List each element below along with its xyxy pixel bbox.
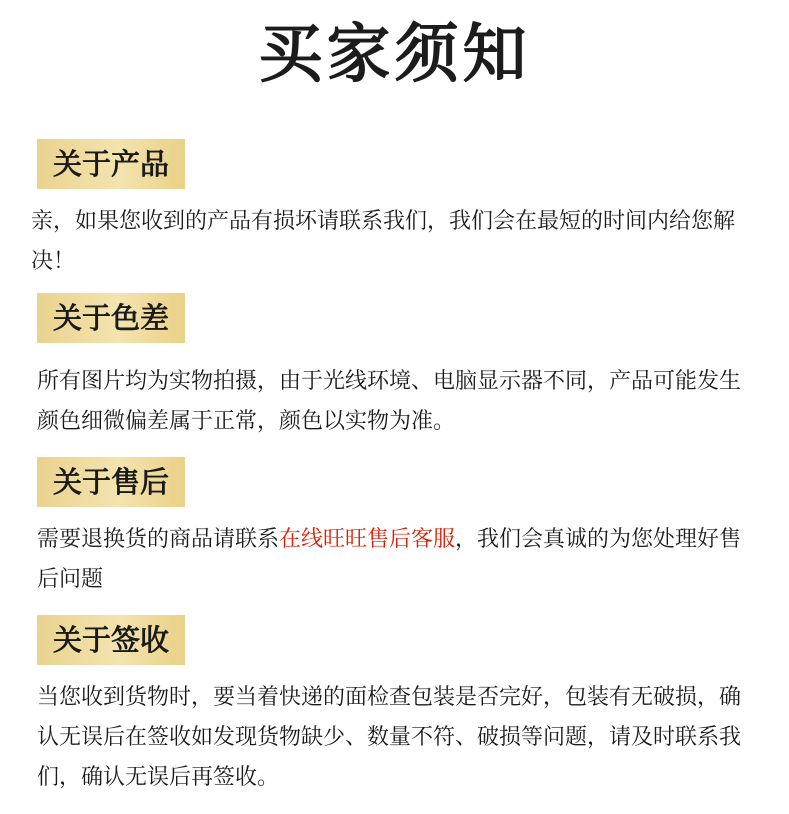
online-customer-service-link: 在线旺旺售后客服 [279, 527, 456, 552]
section-text-product: 亲，如果您收到的产品有损坏请联系我们，我们会在最短的时间内给您解决！ [31, 209, 736, 274]
section-heading-product: 关于产品 [37, 139, 185, 189]
section-heading-color-difference: 关于色差 [37, 293, 185, 343]
section-text-color-difference: 所有图片均为实物拍摄，由于光线环境、电脑显示器不同，产品可能发生颜色细微偏差属于正常，颜色以实物为准。 [37, 369, 742, 434]
section-text-delivery-receipt: 当您收到货物时，要当着快递的面检查包装是否完好，包装有无破损，确认无误后在签收如发现货物缺少、数量不符、破损等问题，请及时联系我们，确认无误后再签收。 [37, 685, 742, 790]
section-text-after-sales [37, 520, 757, 600]
after-sales-text-before: 需要退换货的商品请联系 [37, 527, 280, 552]
page-title: 买家须知 [258, 18, 531, 92]
section-heading-after-sales: 关于售后 [37, 457, 185, 507]
after-sales-text-after: ，我们会真诚的为您处理好售后问题 [37, 527, 742, 592]
section-heading-delivery-receipt: 关于签收 [37, 615, 185, 665]
